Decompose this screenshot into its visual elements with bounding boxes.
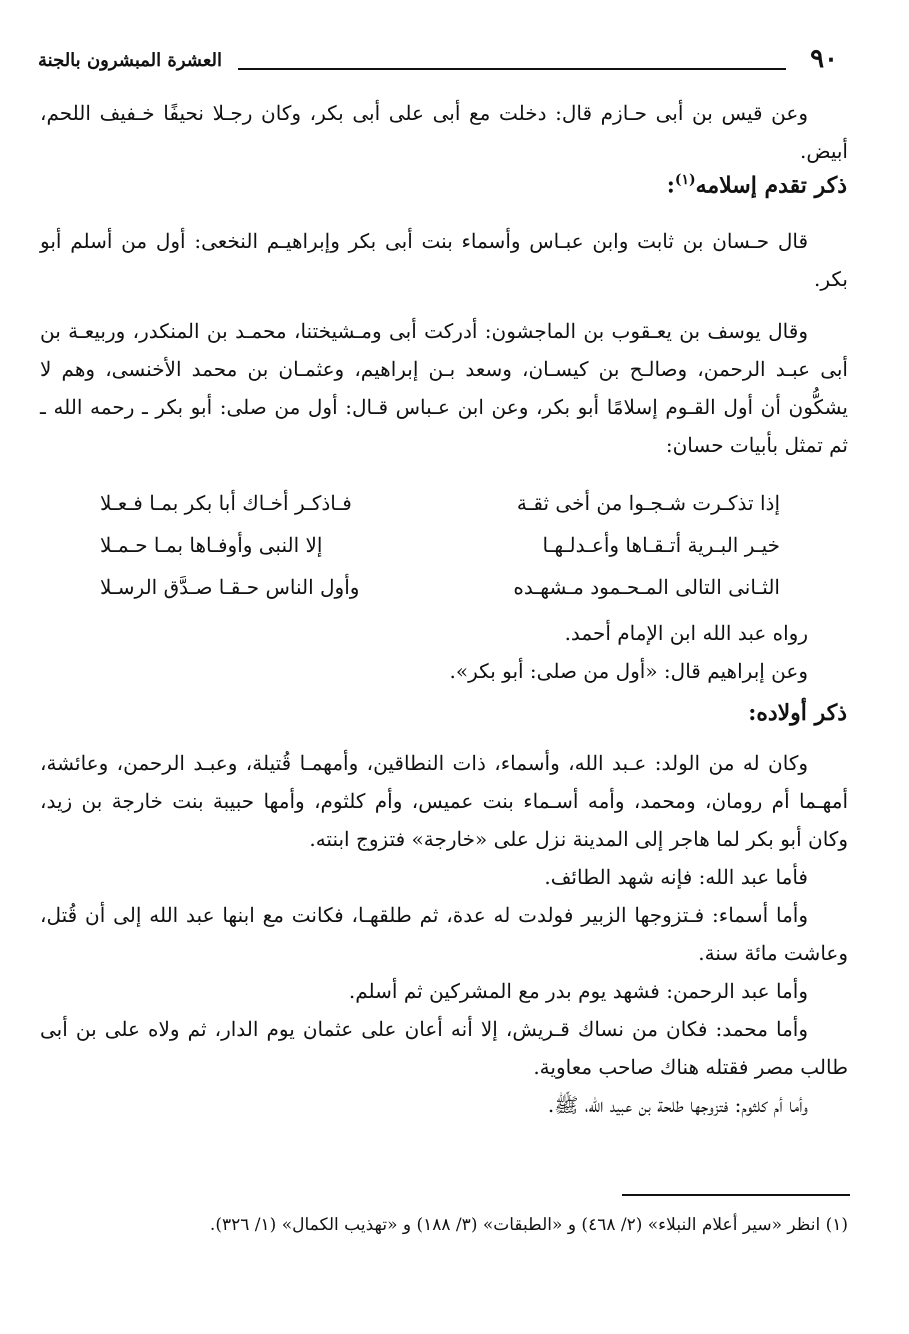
section2-paragraphs: [40, 744, 848, 1124]
section-heading-children: [748, 700, 847, 726]
intro-paragraph-block: [40, 94, 848, 170]
verse-first-half: إذا تذكـرت شـجـوا من أخى ثقـة: [516, 491, 780, 515]
paragraph: رواه عبد الله ابن الإمام أحمد.: [564, 621, 808, 645]
paragraph: فأما عبد الله: فإنه شهد الطائف.: [544, 865, 808, 889]
footnote: (١) انظر «سير أعلام النبلاء» (٢/ ٤٦٨) و «الطبقات» (٣/ ١٨٨) و «تهذيب الكمال» (١/ ٣٢٦).: [209, 1215, 848, 1235]
heading-colon: :: [748, 700, 757, 726]
page-number: ٩٠: [810, 44, 838, 74]
footnote-separator: [622, 1194, 850, 1196]
verse-first-half: الثـانى التالى المـحـمود مـشهـده: [513, 575, 780, 599]
page-header: [38, 44, 848, 84]
verse-second-half: وأول الناس حـقـا صـدَّق الرسـلا: [100, 575, 360, 599]
footnote-marker: (١): [674, 172, 696, 188]
paragraph: وكان له من الولد: عـبد الله، وأسماء، ذات النطاقين، وأمهمـا قُتيلة، وعبـد الرحمن، وعائشة، أمهـما أم رومان، ومحمد، وأمه أسـماء بنت عميس، وأم كلثوم، وأمها حبيبة بنت خارجة بن زيد، وكان أبو بكر لما هاجر إلى المدينة نزل على «خارجة» فتزوج ابنته.: [40, 751, 848, 851]
verse-first-half: خيـر البـرية أتـقـاها وأعـدلـهـا: [542, 533, 780, 557]
paragraph: وقال يوسف بن يعـقوب بن الماجشون: أدركت أبى ومـشيختنا، محمـد بن المنكدر، وربيعـة بن أبى عبـد الرحمن، وصالـح بن كيسـان، وسعد بـن إبراهيم، وعثمـان بن محمد الأخنسى، وهم لا يشكُّون أن أول القـوم إسلامًا أبو بكر، وعن ابن عـباس قـال: أول من صلى: أبو بكر ـ رحمه الله ـ ثم تمثل بأبيات حسان:: [40, 319, 848, 457]
poem-verses: [100, 482, 780, 608]
heading-text: ذكر أولاده: [756, 700, 847, 726]
paragraph: وأما أسماء: فـتزوجها الزبير فولدت له عدة، ثم طلقهـا، فكانت مع ابنها عبد الله إلى أن قُتل، وعاشت مائة سنة.: [40, 903, 848, 965]
section-heading-islam: [667, 172, 847, 198]
header-rule: [238, 68, 786, 70]
verse-second-half: إلا النبى وأوفـاها بمـا حـمـلا: [100, 533, 323, 557]
section1-closing: [40, 614, 848, 690]
verse-second-half: فـاذكـر أخـاك أبا بكر بمـا فـعـلا: [100, 491, 352, 515]
heading-text: ذكر تقدم إسلامه: [695, 172, 847, 199]
paragraph: وعن إبراهيم قال: «أول من صلى: أبو بكر».: [449, 659, 808, 683]
paragraph: وأما أم كلثوم: فتزوجها طلحة بن عبيد الله، ﷺ.: [547, 1093, 808, 1117]
paragraph: وعن قيس بن أبى حـازم قال: دخلت مع أبى على أبى بكر، وكان رجـلا نحيفًا خـفيف اللحم، أبيض.: [40, 101, 848, 163]
paragraph: وأما محمد: فكان من نساك قـريش، إلا أنه أعان على عثمان يوم الدار، ثم ولاه على بن أبى طالب مصر فقتله هناك صاحب معاوية.: [40, 1017, 848, 1079]
paragraph: وأما عبد الرحمن: فشهد يوم بدر مع المشركين ثم أسلم.: [348, 979, 808, 1003]
verse-line: [100, 524, 780, 566]
verse-line: [100, 566, 780, 608]
verse-line: [100, 482, 780, 524]
section1-paragraphs: [40, 222, 848, 464]
paragraph: قال حـسان بن ثابت وابن عبـاس وأسماء بنت أبى بكر وإبراهيـم النخعى: أول من أسلم أبو بكر.: [40, 229, 848, 291]
heading-colon: :: [666, 172, 675, 199]
running-title: العشرة المبشرون بالجنة: [38, 50, 223, 71]
